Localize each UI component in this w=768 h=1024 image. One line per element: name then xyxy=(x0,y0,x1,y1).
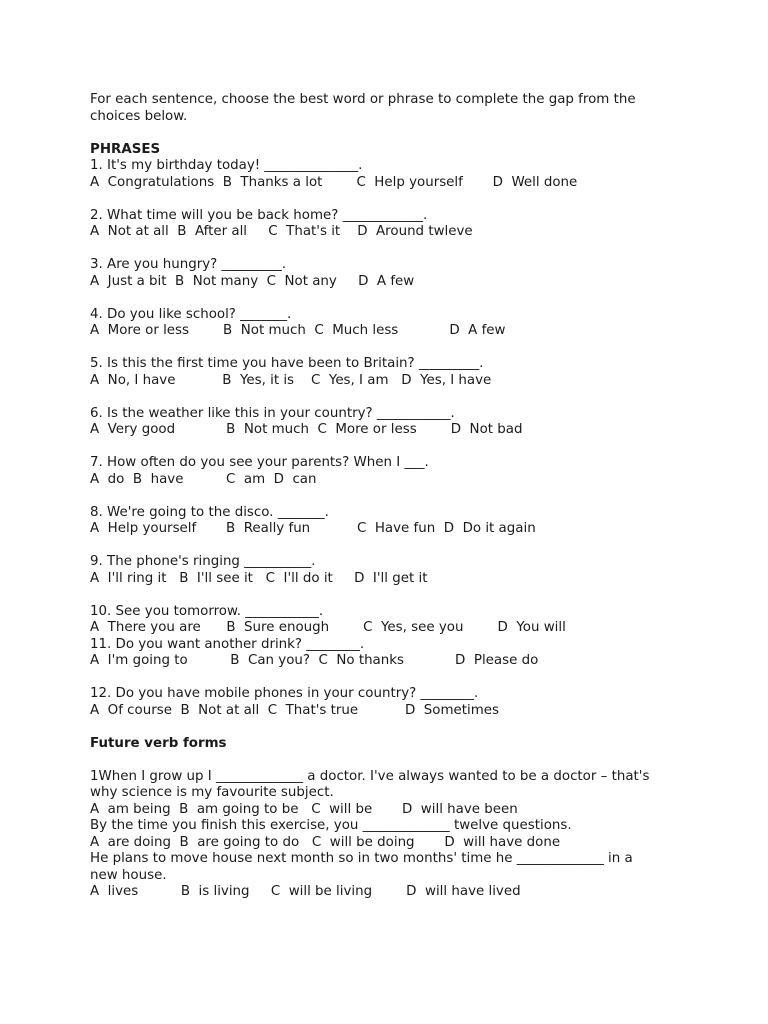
phrase-item-10 xyxy=(90,604,690,637)
instructions-line-2: choices below. xyxy=(90,108,188,124)
question: 8. We're going to the disco. _______. xyxy=(90,504,329,520)
phrase-item-11 xyxy=(90,637,690,670)
answer-options: A am being B am going to be C will be D will have been xyxy=(90,801,518,817)
answer-options: A No, I have B Yes, it is C Yes, I am D Yes, I have xyxy=(90,372,492,388)
phrase-item-8 xyxy=(90,505,690,538)
answer-options: A are doing B are going to do C will be doing D will have done xyxy=(90,834,561,850)
future-line: new house. xyxy=(90,867,167,883)
answer-options: A lives B is living C will be living D will have lived xyxy=(90,884,521,899)
answer-options: A I'm going to B Can you? C No thanks D Please do xyxy=(90,653,539,668)
question: 4. Do you like school? _______. xyxy=(90,306,292,322)
instructions-line-1: For each sentence, choose the best word or phrase to complete the gap from the xyxy=(90,92,636,107)
phrase-item-9 xyxy=(90,554,690,587)
phrase-item-3 xyxy=(90,257,690,290)
future-line: He plans to move house next month so in two months' time he _____________ in a xyxy=(90,851,633,866)
answer-options: A Just a bit B Not many C Not any D A few xyxy=(90,273,415,289)
phrase-item-12 xyxy=(90,686,690,719)
worksheet xyxy=(90,92,690,901)
future-line: why science is my favourite subject. xyxy=(90,785,334,800)
answer-options: A Congratulations B Thanks a lot C Help yourself D Well done xyxy=(90,174,578,190)
answer-options: A There you are B Sure enough C Yes, see you D You will xyxy=(90,620,566,635)
future-verb-forms-heading: Future verb forms xyxy=(90,735,227,751)
phrase-item-6 xyxy=(90,406,690,439)
question: 7. How often do you see your parents? When I ___. xyxy=(90,455,429,470)
question: 11. Do you want another drink? ________. xyxy=(90,636,365,652)
answer-options: A More or less B Not much C Much less D A few xyxy=(90,323,506,338)
future-line: 1When I grow up I _____________ a doctor. I've always wanted to be a doctor – that's xyxy=(90,768,650,784)
question: 1. It's my birthday today! ______________. xyxy=(90,158,363,173)
phrase-item-2 xyxy=(90,208,690,241)
phrase-item-7 xyxy=(90,455,690,488)
phrase-item-1 xyxy=(90,158,690,191)
answer-options: A Help yourself B Really fun C Have fun D Do it again xyxy=(90,521,536,536)
question: 5. Is this the first time you have been to Britain? _________. xyxy=(90,356,484,371)
answer-options: A Not at all B After all C That's it D Around twleve xyxy=(90,224,473,239)
phrase-item-5 xyxy=(90,356,690,389)
answer-options: A do B have C am D can xyxy=(90,471,317,487)
question: 10. See you tomorrow. ___________. xyxy=(90,603,324,619)
answer-options: A Very good B Not much C More or less D Not bad xyxy=(90,422,523,437)
answer-options: A Of course B Not at all C That's true D Sometimes xyxy=(90,702,499,718)
phrases-heading: PHRASES xyxy=(90,141,161,157)
answer-options: A I'll ring it B I'll see it C I'll do it D I'll get it xyxy=(90,570,428,586)
question: 9. The phone's ringing __________. xyxy=(90,554,316,569)
question: 12. Do you have mobile phones in your country? ________. xyxy=(90,686,479,701)
future-line: By the time you finish this exercise, you _____________ twelve questions. xyxy=(90,818,572,833)
question: 6. Is the weather like this in your country? ___________. xyxy=(90,405,455,421)
future-verb-section xyxy=(90,769,690,901)
question: 3. Are you hungry? _________. xyxy=(90,257,287,272)
phrase-item-4 xyxy=(90,307,690,340)
question: 2. What time will you be back home? ____________. xyxy=(90,207,428,223)
